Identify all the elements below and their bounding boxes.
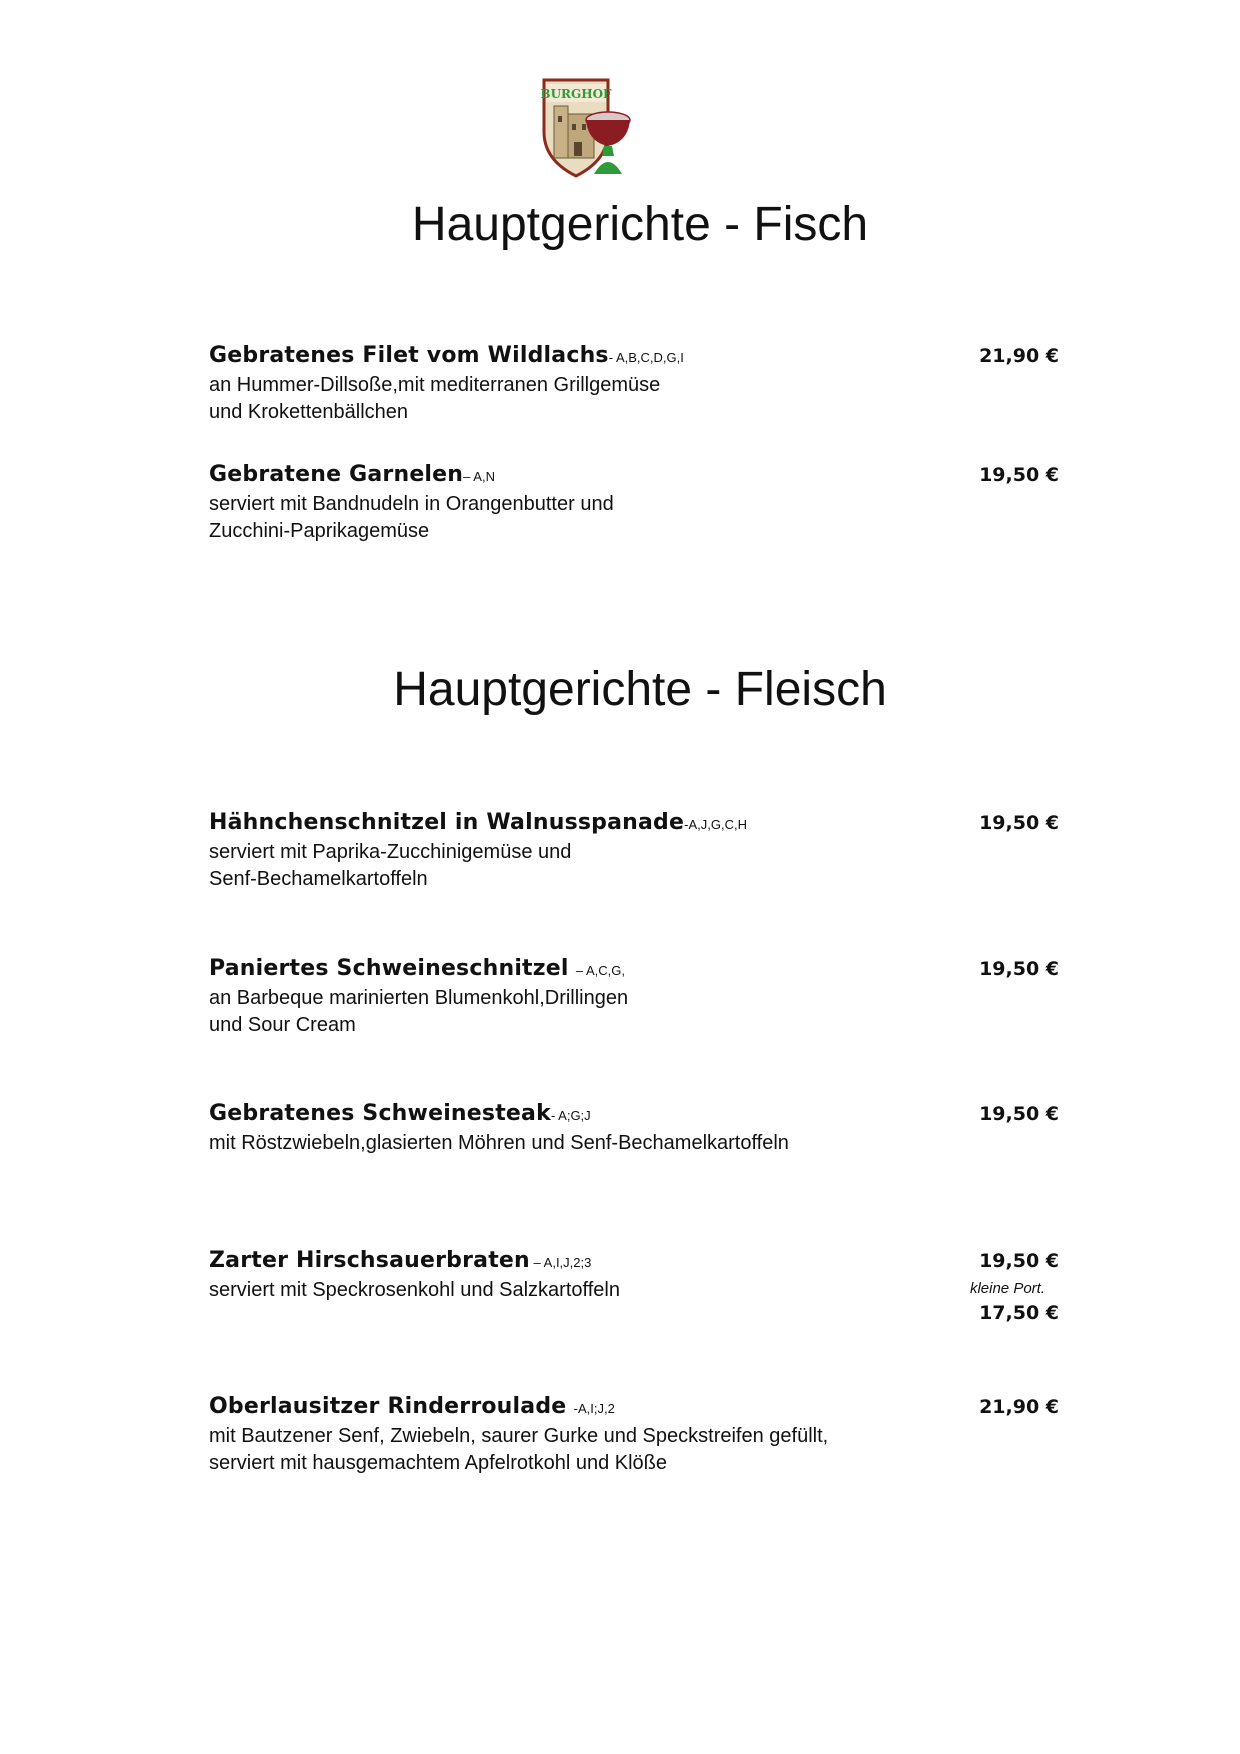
- dish-name: Oberlausitzer Rinderroulade: [209, 1394, 567, 1419]
- dish-allergens: -A,I;J,2: [566, 1401, 615, 1416]
- dish-price: 19,50 €: [979, 1103, 1059, 1125]
- logo-text: BURGHOF: [540, 87, 612, 101]
- dish-description-line: serviert mit hausgemachtem Apfelrotkohl und Klöße: [209, 1452, 667, 1474]
- dish-description-line: Zucchini-Paprikagemüse: [209, 520, 430, 542]
- small-portion-label: kleine Port.: [969, 1280, 1045, 1297]
- dish-price: 19,50 €: [979, 464, 1059, 486]
- dish-allergens: – A,I,J,2;3: [529, 1255, 592, 1270]
- dish-name: Hähnchenschnitzel in Walnusspanade: [209, 810, 685, 835]
- dish-allergens: - A;G;J: [550, 1108, 591, 1123]
- dish-name: Gebratenes Schweinesteak: [209, 1101, 551, 1126]
- dish-description-line: Senf-Bechamelkartoffeln: [209, 868, 428, 890]
- dish-name: Gebratenes Filet vom Wildlachs: [209, 343, 609, 368]
- dish-description-line: und Krokettenbällchen: [209, 401, 409, 423]
- dish-allergens: – A,C,G,: [568, 963, 626, 978]
- dish-description-line: mit Röstzwiebeln,glasierten Möhren und Senf-Bechamelkartoffeln: [209, 1132, 789, 1154]
- dish-wildlachs: [209, 340, 1059, 426]
- dish-name: Gebratene Garnelen: [209, 462, 464, 487]
- burghof-logo: [540, 76, 640, 182]
- dish-price: 19,50 €: [979, 958, 1059, 980]
- dish-allergens: -A,J,G,C,H: [684, 817, 747, 832]
- dish-description-line: an Barbeque marinierten Blumenkohl,Drillingen: [209, 987, 629, 1009]
- dish-haehnchenschnitzel: [209, 807, 1059, 893]
- section-title-fleisch: Hauptgerichte - Fleisch: [393, 663, 887, 716]
- dish-description-line: serviert mit Paprika-Zucchinigemüse und: [209, 841, 572, 863]
- dish-description-line: und Sour Cream: [209, 1014, 356, 1036]
- dish-garnelen: [209, 459, 1059, 545]
- dish-name: Paniertes Schweineschnitzel: [209, 956, 569, 981]
- section-title-fisch: Hauptgerichte - Fisch: [411, 198, 869, 251]
- dish-name: Zarter Hirschsauerbraten: [209, 1248, 530, 1273]
- dish-price: 21,90 €: [979, 345, 1059, 367]
- dish-schweineschnitzel: [209, 953, 1059, 1039]
- dish-allergens: – A,N: [463, 469, 495, 484]
- dish-price: 19,50 €: [979, 1250, 1059, 1272]
- dish-hirschsauerbraten: [209, 1245, 1059, 1324]
- dish-allergens: - A,B,C,D,G,I: [608, 350, 684, 365]
- dish-rinderroulade: [209, 1391, 1059, 1477]
- small-portion-price: 17,50 €: [979, 1302, 1059, 1324]
- dish-schweinesteak: [209, 1098, 1059, 1157]
- dish-description-line: an Hummer-Dillsoße,mit mediterranen Grillgemüse: [209, 374, 661, 396]
- dish-description-line: mit Bautzener Senf, Zwiebeln, saurer Gurke und Speckstreifen gefüllt,: [209, 1425, 829, 1447]
- dish-description-line: serviert mit Speckrosenkohl und Salzkartoffeln: [209, 1279, 620, 1301]
- dish-description-line: serviert mit Bandnudeln in Orangenbutter und: [209, 493, 614, 515]
- dish-price: 21,90 €: [979, 1396, 1059, 1418]
- dish-price: 19,50 €: [979, 812, 1059, 834]
